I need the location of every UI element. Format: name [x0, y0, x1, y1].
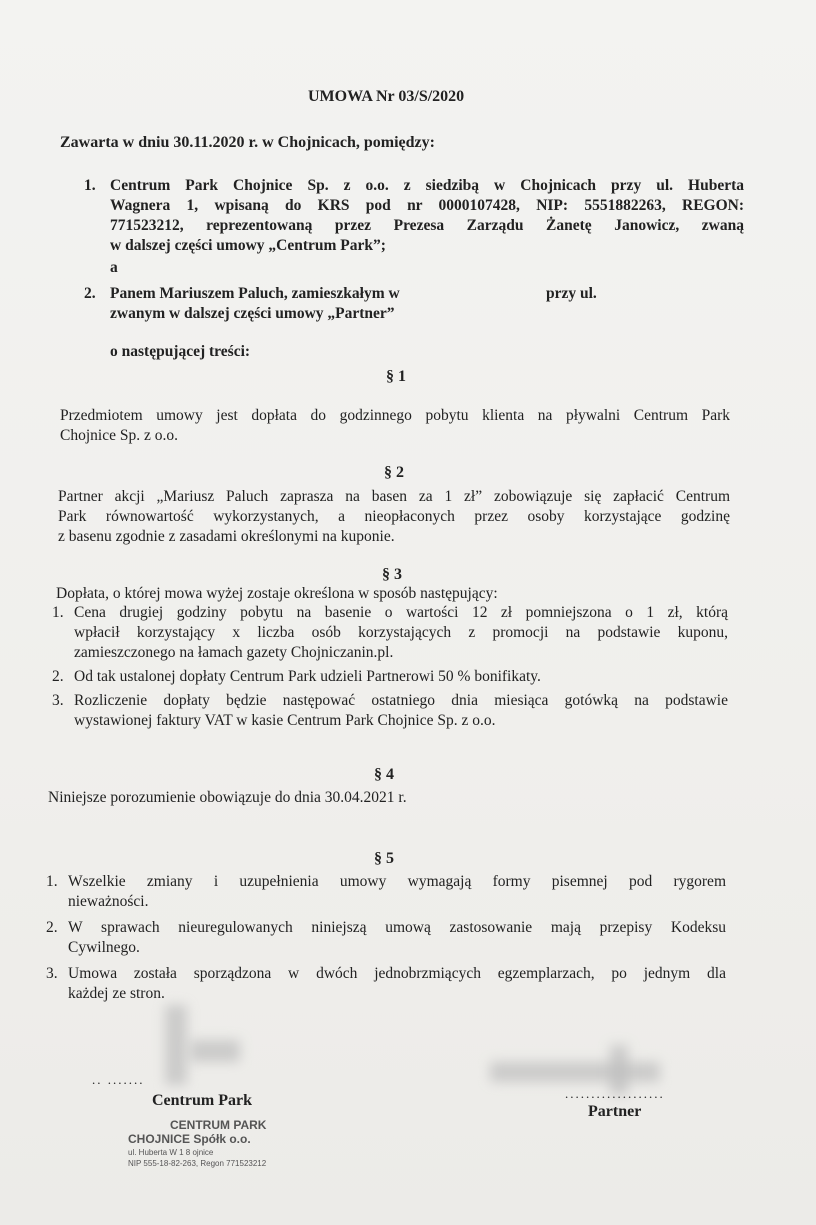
- party-1-number: 1.: [84, 177, 96, 194]
- section-2-heading: § 2: [384, 464, 404, 481]
- section-5-item-3-number: 3.: [46, 965, 58, 982]
- section-5-item-2: [46, 918, 726, 958]
- section-5-item-2-line-1: W sprawach nieuregulowanych niniejszą umową zastosowanie mają przepisy Kodeksu: [68, 919, 726, 936]
- stamp-line-3: ul. Huberta W 1 8 ojnice: [128, 1148, 214, 1157]
- section-1-line-1: Przedmiotem umowy jest dopłata do godzinnego pobytu klienta na pływalni Centrum Park: [60, 407, 730, 424]
- party-2-street: przy ul.: [546, 285, 597, 302]
- section-2-body: [58, 487, 730, 547]
- section-5-item-2-number: 2.: [46, 919, 58, 936]
- section-5-item-3-line-2: każdej ze stron.: [68, 985, 165, 1002]
- party-2: [84, 284, 644, 324]
- company-stamp: [128, 1118, 266, 1168]
- party-1: [84, 176, 744, 256]
- section-4-text: Niniejsze porozumienie obowiązuje do dnia 30.04.2021 r.: [48, 789, 407, 806]
- section-5-item-1: [46, 872, 726, 912]
- party-2-number: 2.: [84, 285, 96, 302]
- section-3-item-2-number: 2.: [52, 668, 64, 685]
- party-2-line-1: Panem Mariuszem Paluch, zamieszkałym w: [110, 285, 400, 302]
- section-2-line-1: Partner akcji „Mariusz Paluch zaprasza na basen za 1 zł” zobowiązuje się zapłacić Centrum: [58, 488, 730, 505]
- section-1-heading: § 1: [386, 368, 406, 385]
- section-3-item-1-line-3: zamieszczonego na łamach gazety Chojniczanin.pl.: [74, 644, 394, 661]
- section-1-body: [60, 406, 730, 446]
- right-signature-line: ...................: [565, 1086, 665, 1101]
- left-signature-label: Centrum Park: [152, 1092, 252, 1109]
- section-3-item-2: [52, 667, 728, 687]
- section-3-heading: § 3: [382, 566, 402, 583]
- party-1-line-3: 771523212, reprezentowaną przez Prezesa Zarządu Żanetę Janowicz, zwaną: [110, 217, 744, 234]
- section-3-intro: Dopłata, o której mowa wyżej zostaje określona w sposób następujący:: [56, 585, 498, 602]
- section-2-line-3: z basenu zgodnie z zasadami określonymi na kuponie.: [58, 528, 395, 545]
- content-intro: o następującej treści:: [110, 343, 251, 360]
- stamp-line-2: CHOJNICE Spółk o.o.: [128, 1132, 251, 1146]
- party-1-line-1: Centrum Park Chojnice Sp. z o.o. z siedzibą w Chojnicach przy ul. Huberta: [110, 177, 744, 194]
- section-5-item-3: [46, 964, 726, 1004]
- conjunction: a: [110, 259, 118, 276]
- right-signature-label: Partner: [588, 1103, 642, 1120]
- left-signature-line: .. .......: [92, 1072, 145, 1087]
- section-3-item-1-number: 1.: [52, 604, 64, 621]
- section-4-heading: § 4: [374, 766, 394, 783]
- section-3-item-1-line-2: wpłacił korzystający x liczba osób korzystających z promocji na podstawie kuponu,: [74, 624, 728, 641]
- section-3-item-1-line-1: Cena drugiej godziny pobytu na basenie o wartości 12 zł pomniejszona o 1 zł, którą: [74, 604, 728, 621]
- section-5-list: [46, 872, 726, 1004]
- right-signature-blur: [490, 1062, 660, 1082]
- section-3-item-3-line-2: wystawionej faktury VAT w kasie Centrum Park Chojnice Sp. z o.o.: [74, 712, 496, 729]
- party-1-line-4: w dalszej części umowy „Centrum Park”;: [110, 237, 386, 254]
- section-5-item-3-line-1: Umowa została sporządzona w dwóch jednobrzmiących egzemplarzach, po jednym dla: [68, 965, 726, 982]
- document-title: UMOWA Nr 03/S/2020: [308, 88, 465, 105]
- section-2-line-2: Park równowartość wykorzystanych, a nieopłaconych przez osoby korzystające godzinę: [58, 508, 730, 525]
- stamp-line-4: NIP 555-18-82-263, Regon 771523212: [128, 1159, 267, 1168]
- section-5-item-1-line-2: nieważności.: [68, 893, 149, 910]
- section-3-item-3-number: 3.: [52, 692, 64, 709]
- section-1-line-2: Chojnice Sp. z o.o.: [60, 427, 178, 444]
- intro-line: Zawarta w dniu 30.11.2020 r. w Chojnicach, pomiędzy:: [60, 134, 435, 151]
- section-3-list: [52, 603, 728, 731]
- section-5-item-2-line-2: Cywilnego.: [68, 939, 140, 956]
- section-5-item-1-number: 1.: [46, 873, 58, 890]
- left-signature-blur-2: [190, 1040, 240, 1062]
- section-3-item-3: [52, 691, 728, 731]
- section-5-heading: § 5: [374, 850, 394, 867]
- section-3-item-1: [52, 603, 728, 663]
- party-2-line-2: zwanym w dalszej części umowy „Partner”: [110, 305, 395, 322]
- left-signature-blur: [165, 1005, 187, 1085]
- stamp-line-1: CENTRUM PARK: [170, 1118, 267, 1132]
- section-3-item-3-line-1: Rozliczenie dopłaty będzie następować ostatniego dnia miesiąca gotówką na podstawie: [74, 692, 728, 709]
- section-5-item-1-line-1: Wszelkie zmiany i uzupełnienia umowy wymagają formy pisemnej pod rygorem: [68, 873, 726, 890]
- section-3-item-2-line-1: Od tak ustalonej dopłaty Centrum Park udzieli Partnerowi 50 % bonifikaty.: [74, 668, 541, 685]
- party-1-line-2: Wagnera 1, wpisaną do KRS pod nr 0000107428, NIP: 5551882263, REGON:: [110, 197, 744, 214]
